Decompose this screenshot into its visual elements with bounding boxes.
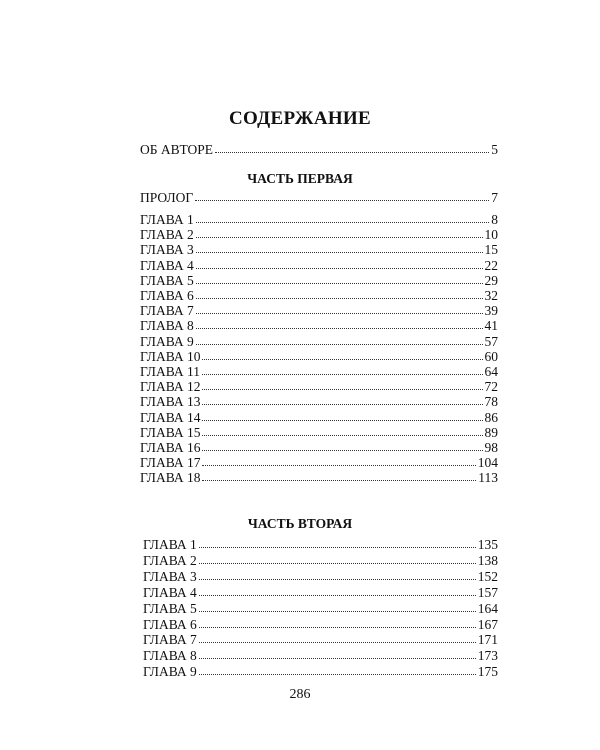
toc-entry-page: 29 — [484, 272, 498, 288]
toc-entry — [140, 379, 498, 394]
toc-entry-page: 60 — [484, 348, 498, 364]
toc-leader-dots — [199, 641, 476, 643]
toc-entry — [140, 334, 498, 349]
toc-entry — [143, 585, 498, 600]
toc-entry-label: ОБ АВТОРЕ — [140, 142, 214, 157]
toc-leader-dots — [196, 221, 490, 223]
toc-entry-label: ГЛАВА 8 — [140, 318, 194, 334]
toc-entry-page: 98 — [484, 440, 498, 455]
toc-entry-page: 86 — [484, 409, 498, 425]
toc-leader-dots — [202, 434, 482, 436]
toc-leader-dots — [199, 578, 476, 580]
toc-leader-dots — [202, 419, 482, 421]
toc-entry-page: 57 — [484, 333, 498, 349]
toc-entry — [143, 617, 498, 632]
toc-entry-page: 64 — [484, 364, 498, 379]
toc-entry-page: 7 — [491, 190, 498, 205]
toc-leader-dots — [202, 373, 483, 375]
toc-entry-page: 32 — [484, 288, 498, 303]
toc-entry-label: ГЛАВА 17 — [140, 455, 201, 471]
part-one-heading: ЧАСТЬ ПЕРВАЯ — [247, 171, 353, 186]
toc-entry — [140, 318, 498, 333]
toc-entry-about-author — [140, 142, 498, 157]
toc-entry-page: 10 — [484, 227, 498, 243]
toc-entry-label: ГЛАВА 4 — [140, 257, 194, 273]
toc-entry — [143, 648, 498, 663]
toc-entry-page: 113 — [478, 470, 498, 486]
toc-leader-dots — [196, 267, 483, 269]
toc-leader-dots — [196, 297, 483, 299]
toc-entry-label: ГЛАВА 2 — [140, 227, 194, 243]
toc-leader-dots — [199, 626, 476, 628]
toc-entry-page: 167 — [477, 616, 498, 632]
toc-entry — [140, 258, 498, 273]
toc-leader-dots — [199, 594, 476, 596]
toc-entry-label: ГЛАВА 18 — [140, 470, 201, 486]
toc-entry-page: 15 — [484, 242, 498, 258]
part-two-heading: ЧАСТЬ ВТОРАЯ — [247, 516, 353, 531]
toc-entry-label: ГЛАВА 13 — [140, 394, 201, 410]
toc-entry — [143, 553, 498, 568]
toc-entry-page: 72 — [484, 379, 498, 395]
toc-entry-page: 89 — [484, 424, 498, 440]
toc-entry — [140, 394, 498, 409]
toc-entry-label: ГЛАВА 15 — [140, 424, 201, 440]
toc-entry — [140, 410, 498, 425]
toc-entry-page: 8 — [491, 212, 498, 227]
toc-entry-label: ГЛАВА 12 — [140, 379, 201, 395]
toc-entry-label: ГЛАВА 11 — [140, 364, 200, 379]
toc-leader-dots — [199, 546, 476, 548]
toc-entry-label: ПРОЛОГ — [140, 190, 194, 205]
toc-entry — [140, 440, 498, 455]
toc-entry — [140, 303, 498, 318]
toc-entry-label: ГЛАВА 6 — [143, 616, 197, 632]
toc-entry-label: ГЛАВА 2 — [143, 552, 197, 568]
toc-entry-page: 41 — [484, 318, 498, 334]
toc-leader-dots — [202, 358, 482, 360]
toc-leader-dots — [199, 562, 476, 564]
toc-entry — [140, 455, 498, 470]
toc-leader-dots — [196, 251, 483, 253]
toc-entry-label: ГЛАВА 5 — [143, 600, 197, 616]
toc-entry-page: 22 — [484, 257, 498, 273]
toc-entry-label: ГЛАВА 3 — [143, 568, 197, 584]
toc-leader-dots — [202, 479, 476, 481]
toc-entry-label: ГЛАВА 3 — [140, 242, 194, 258]
toc-entry — [143, 632, 498, 647]
toc-leader-dots — [202, 388, 482, 390]
toc-entry-page: 175 — [477, 664, 498, 680]
toc-leader-dots — [196, 282, 483, 284]
page-title: СОДЕРЖАНИЕ — [229, 108, 371, 129]
toc-leader-dots — [196, 343, 483, 345]
toc-leader-dots — [196, 312, 483, 314]
toc-entry-page: 135 — [477, 537, 498, 552]
toc-entry-page: 152 — [477, 568, 498, 584]
toc-entry-label: ГЛАВА 1 — [143, 537, 197, 552]
toc-entry-label: ГЛАВА 7 — [140, 303, 194, 319]
toc-entry — [143, 664, 498, 679]
toc-entry-page: 164 — [477, 600, 498, 616]
toc-entry — [140, 227, 498, 242]
toc-entry-label: ГЛАВА 16 — [140, 440, 201, 455]
toc-leader-dots — [215, 151, 489, 153]
toc-entry-label: ГЛАВА 1 — [140, 212, 194, 227]
toc-entry-page: 138 — [477, 552, 498, 568]
toc-leader-dots — [199, 673, 476, 675]
page-number: 286 — [289, 687, 311, 702]
toc-leader-dots — [202, 464, 475, 466]
toc-entry-page: 171 — [477, 632, 498, 648]
toc-leader-dots — [196, 236, 483, 238]
toc-leader-dots — [202, 449, 482, 451]
toc-entry — [140, 242, 498, 257]
toc-entry — [140, 425, 498, 440]
toc-leader-dots — [199, 657, 476, 659]
toc-leader-dots — [202, 403, 482, 405]
toc-entry-page: 39 — [484, 303, 498, 319]
toc-entry-label: ГЛАВА 4 — [143, 584, 197, 600]
toc-entry — [140, 190, 498, 205]
toc-entry-label: ГЛАВА 7 — [143, 632, 197, 648]
toc-entry-page: 157 — [477, 584, 498, 600]
toc-entry-label: ГЛАВА 6 — [140, 288, 194, 303]
toc-entry — [143, 537, 498, 552]
toc-entry — [140, 349, 498, 364]
toc-entry-page: 5 — [491, 142, 498, 157]
toc-entry — [140, 212, 498, 227]
toc-entry-label: ГЛАВА 9 — [143, 664, 197, 680]
toc-entry-label: ГЛАВА 10 — [140, 348, 201, 364]
toc-entry-label: ГЛАВА 14 — [140, 409, 201, 425]
toc-leader-dots — [196, 327, 483, 329]
toc-entry — [143, 601, 498, 616]
toc-entry — [143, 569, 498, 584]
toc-entry — [140, 273, 498, 288]
toc-entry-label: ГЛАВА 8 — [143, 648, 197, 664]
toc-entry — [140, 470, 498, 485]
toc-entry-page: 104 — [477, 455, 498, 471]
toc-leader-dots — [199, 610, 476, 612]
toc-leader-dots — [195, 199, 489, 201]
toc-entry-label: ГЛАВА 5 — [140, 272, 194, 288]
toc-entry-page: 173 — [477, 648, 498, 664]
toc-entry-page: 78 — [484, 394, 498, 410]
toc-entry — [140, 288, 498, 303]
toc-entry-label: ГЛАВА 9 — [140, 333, 194, 349]
toc-entry — [140, 364, 498, 379]
